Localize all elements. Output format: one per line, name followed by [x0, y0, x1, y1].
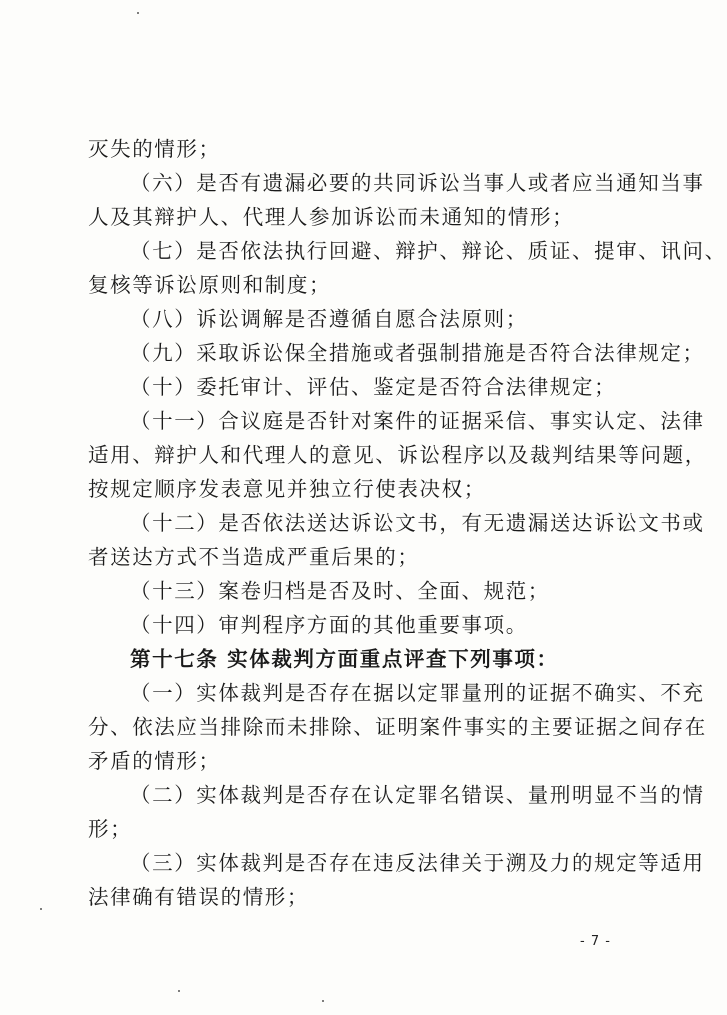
article-heading: 第十七条 实体裁判方面重点评查下列事项：: [130, 647, 559, 671]
body-line: 复核等诉讼原则和制度；: [88, 273, 332, 297]
body-line: 者送达方式不当造成严重后果的；: [88, 545, 420, 569]
document-body: [88, 132, 727, 914]
body-line: 按规定顺序发表意见并独立行使表决权；: [88, 477, 486, 501]
body-line: （六）是否有遗漏必要的共同诉讼当事人或者应当通知当事: [130, 171, 705, 195]
body-line: （十二）是否依法送达诉讼文书，有无遗漏送达诉讼文书或: [130, 511, 705, 535]
body-line: 矛盾的情形；: [88, 749, 221, 773]
body-line: （二）实体裁判是否存在认定罪名错误、量刑明显不当的情: [130, 783, 705, 807]
body-line: （七）是否依法执行回避、辩护、辩论、质证、提审、讯问、: [130, 239, 727, 263]
body-line: （八）诉讼调解是否遵循自愿合法原则；: [130, 307, 528, 331]
body-line: （三）实体裁判是否存在违反法律关于溯及力的规定等适用: [130, 851, 705, 875]
body-line: 适用、辩护人和代理人的意见、诉讼程序以及裁判结果等问题，: [88, 443, 707, 467]
body-line: 灭失的情形；: [88, 137, 221, 161]
page-number: - 7 -: [580, 934, 611, 949]
scan-speck: [322, 1000, 324, 1002]
body-line: （一）实体裁判是否存在据以定罪量刑的证据不确实、不充: [130, 681, 705, 705]
scan-speck: [178, 990, 180, 992]
body-line: 分、依法应当排除而未排除、证明案件事实的主要证据之间存在: [88, 715, 707, 739]
body-line: （十四）审判程序方面的其他重要事项。: [130, 613, 528, 637]
scan-speck: [40, 908, 42, 910]
body-line: （十）委托审计、评估、鉴定是否符合法律规定；: [130, 375, 617, 399]
scan-speck: [137, 12, 139, 14]
body-line: 人及其辩护人、代理人参加诉讼而未通知的情形；: [88, 205, 575, 229]
body-line: 形；: [88, 817, 133, 841]
body-line: （九）采取诉讼保全措施或者强制措施是否符合法律规定；: [130, 341, 705, 365]
body-line: （十一）合议庭是否针对案件的证据采信、事实认定、法律: [130, 409, 705, 433]
body-line: 法律确有错误的情形；: [88, 885, 309, 909]
body-line: （十三）案卷归档是否及时、全面、规范；: [130, 579, 550, 603]
